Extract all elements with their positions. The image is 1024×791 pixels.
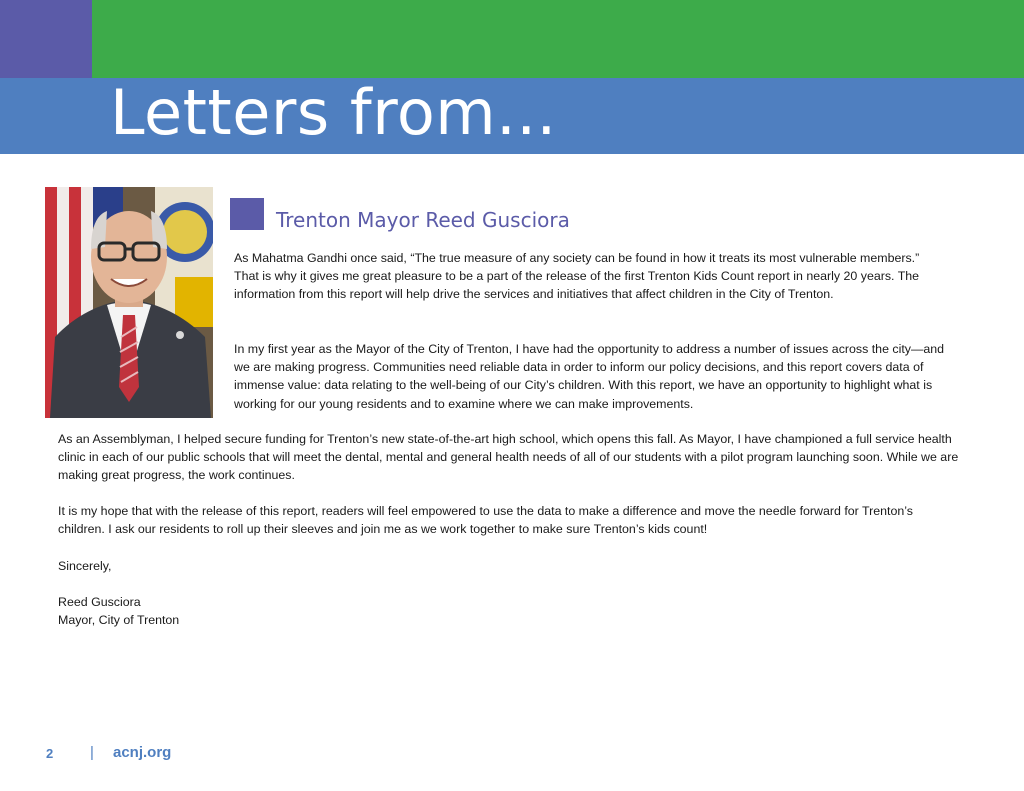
page-number: 2 [46,746,54,761]
letter-closing: Sincerely, [58,559,112,573]
footer-separator: | [90,744,94,761]
letter-paragraph-4: It is my hope that with the release of this report, readers will feel empowered to use the data to make a difference and move the needle forward for Trenton’s children. I ask our residents to roll up their sleeves and join me as we work together to make sure Trenton’s kids count! [58,504,913,537]
footer-site-link[interactable]: acnj.org [113,744,172,761]
letter-paragraph-3: As an Assemblyman, I helped secure funding for Trenton’s new state-of-the-art high school, which opens this fall. As Mayor, I have championed a full service health clinic in each of our public schools that will meet the dental, mental and general health needs of all of our students with a pilot program launching soon. While we are making great progress, the work continues. [58,432,959,483]
header-purple-block [0,0,92,78]
page-title: Letters from... [110,76,557,149]
header-green-band [92,0,1024,78]
signature-title: Mayor, City of Trenton [58,613,180,627]
letter-heading: Trenton Mayor Reed Gusciora [276,208,570,232]
section-square-icon [230,198,264,230]
signature-name: Reed Gusciora [58,595,141,609]
mayor-portrait-photo [45,187,213,418]
letter-paragraph-2: In my first year as the Mayor of the City of Trenton, I have had the opportunity to address a number of issues across the city—and we are making progress. Communities need reliable data in order to inform our policy decisions, and this report covers data of immense value: data relating to the well-being of our City’s children. With this report, we have an opportunity to highlight what is working for our young residents and to examine where we can make improvements. [234,342,945,411]
letter-paragraph-1: As Mahatma Gandhi once said, “The true measure of any society can be found in how it treats its most vulnerable members.” That is why it gives me great pleasure to be a part of the release of the first Trenton Kids Count report in nearly 20 years. The information from this report will help drive the services and initiatives that affect children in the City of Trenton. [234,251,920,302]
